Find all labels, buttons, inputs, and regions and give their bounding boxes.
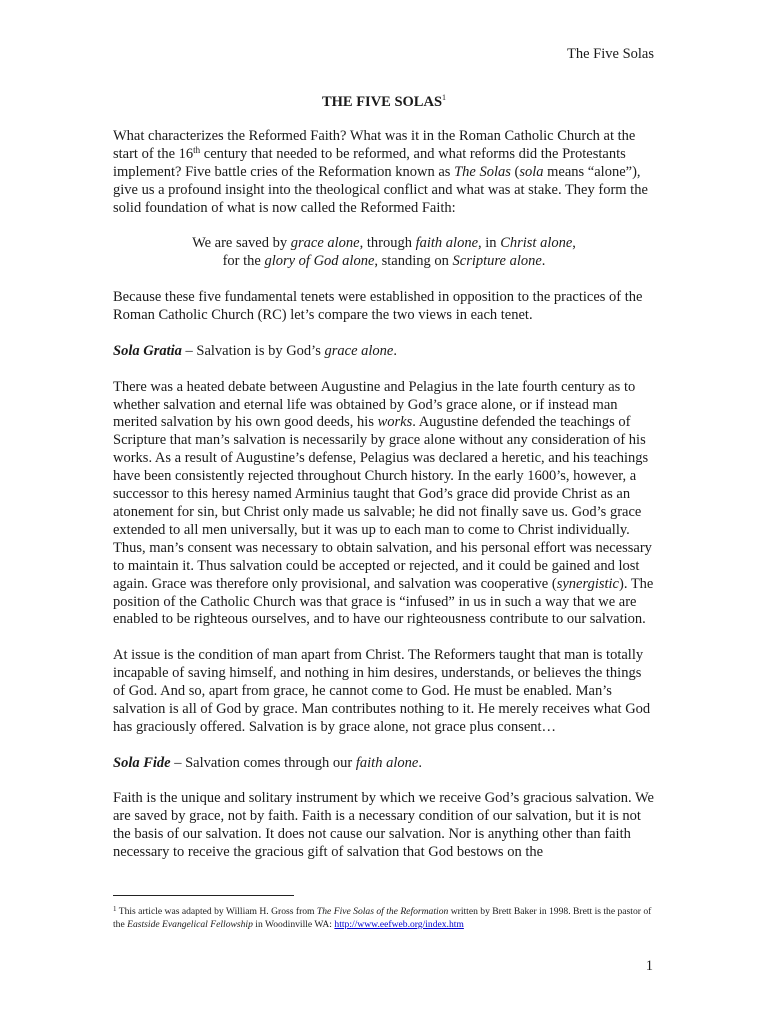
sola-fide-paragraph-1: Faith is the unique and solitary instrument by which we receive God’s gracious salvation. We are saved by grace, not by faith. Faith is a necessary condition of our salvation, but it is not the basis of our salvation. It does not cause our salvation. Nor is anything other than faith necessary to receive the gracious gift of salvation that God bestows on the: [113, 790, 654, 861]
title-text: THE FIVE SOLAS: [321, 94, 443, 110]
page-title: [0, 93, 768, 111]
sola-fide-heading: Sola Fide – Salvation comes through our faith alone.: [113, 754, 422, 771]
title-footnote-ref[interactable]: 1: [442, 93, 447, 102]
running-header: The Five Solas: [567, 46, 654, 62]
footnote-link[interactable]: http://www.eefweb.org/index.htm: [334, 919, 464, 930]
sola-gratia-heading: Sola Gratia – Salvation is by God’s grace alone.: [113, 342, 397, 359]
sola-gratia-paragraph-2: At issue is the condition of man apart from Christ. The Reformers taught that man is totally incapable of saving himself, and nothing in him desires, understands, or believes the things of God. And so, apart from grace, he cannot come to God. He must be enabled. Man’s salvation is all of God by grace. Man contributes nothing to it. He merely receives what God has graciously offered. Salvation is by grace alone, not grace plus consent…: [113, 647, 651, 735]
document-body: [113, 128, 655, 880]
sola-gratia-paragraph-1: There was a heated debate between Augustine and Pelagius in the late fourth century as to whether salvation and eternal life was obtained by God’s grace alone, or if instead man merited salvation by his own good deeds, his works. Augustine defended the teachings of Scripture that man’s salvation is necessarily by grace alone without any consideration of his works. As a result of Augustine’s defense, Pelagius was declared a heretic, and his teachings have been consistently rejected throughout Church history. In the early 1600’s, however, a successor to this heresy named Arminius taught that God’s grace did provide Christ as an atonement for sin, but Christ only made us salvable; he did not finally save us. God’s grace extended to all men universally, but it was up to each man to come to Christ individually. Thus, man’s consent was necessary to obtain salvation, and his personal effort was necessary to maintain it. Thus salvation could be accepted or rejected, and it could be gained and lost again. Grace was therefore only provisional, and salvation was cooperative (synergistic). The position of the Catholic Church was that grace is “infused” in us in such a way that we are enabled to be righteous ourselves, and to have our righteousness contribute to our salvation.: [113, 378, 654, 628]
footnote-marker: 1: [113, 905, 117, 913]
footnote-divider: [113, 895, 294, 896]
quote-line-2: for the glory of God alone, standing on Scripture alone.: [222, 253, 546, 270]
footnote: $^1$ This article was adapted by William H. Gross from The Five Solas of the Reformation written by Brett Baker in 1998. Brett is the pastor of the Eastside Evangelical Fellowship in Woodinville WA: http://www.eefweb.org/index.htm: [113, 905, 652, 930]
intro-paragraph: What characterizes the Reformed Faith? What was it in the Roman Catholic Church at the start of the 16th century that needed to be reformed, and what reforms did the Protestants implement? Five battle cries of the Reformation known as The Solas (sola means “alone”), give us a profound insight into the theological conflict and what was at stake. They form the solid foundation of what is now called the Reformed Faith:: [113, 128, 648, 216]
page-number: 1: [645, 958, 653, 974]
compare-paragraph: Because these five fundamental tenets were established in opposition to the practices of the Roman Catholic Church (RC) let’s compare the two views in each tenet.: [113, 289, 643, 324]
quote-line-1: We are saved by grace alone, through faith alone, in Christ alone,: [192, 235, 576, 252]
solas-quote: [113, 235, 655, 271]
